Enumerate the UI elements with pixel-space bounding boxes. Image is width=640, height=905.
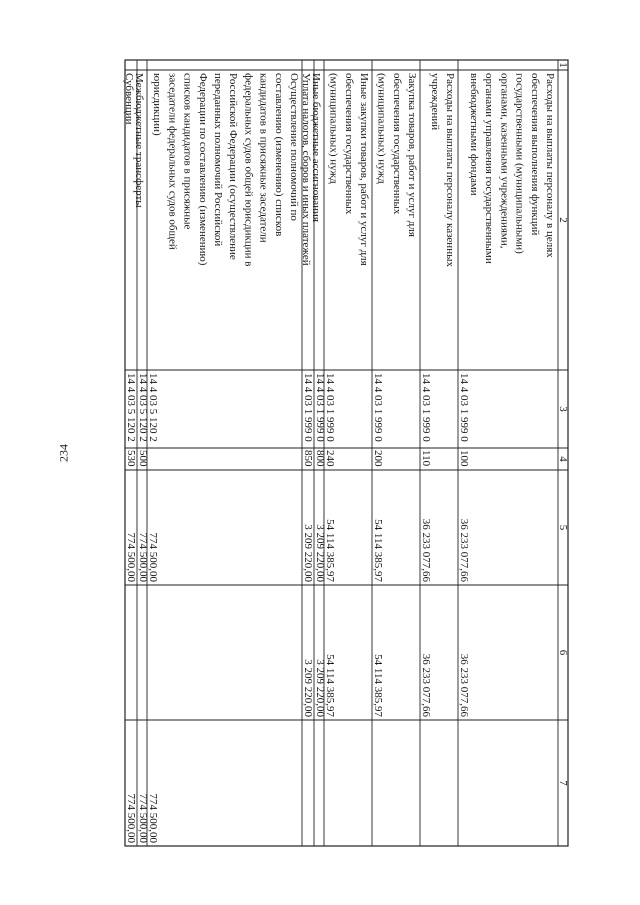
- row-name-line: Субвенции: [123, 73, 135, 125]
- row-name-line: Осуществление полномочий по: [288, 73, 300, 221]
- row-cell: 14 4 03 5 120 2: [147, 373, 159, 442]
- row-name-line: (муниципальных) нужд: [375, 73, 388, 184]
- row-cell: 54 114 385,97: [324, 654, 336, 717]
- row-cell: 110: [420, 450, 432, 467]
- row-name-line: (муниципальных) нужд: [327, 73, 340, 184]
- row-cell: 500: [137, 450, 149, 467]
- header-cell: 2: [557, 217, 569, 223]
- row-cell: 54 114 385,97: [324, 519, 336, 582]
- row-cell: 36 233 077,66: [458, 653, 470, 717]
- row-cell: 3 209 220,00: [314, 524, 326, 582]
- row-cell: 774 500,00: [137, 793, 149, 843]
- row-name-line: заседатели федеральных судов общей: [166, 73, 179, 250]
- header-cell: 6: [557, 649, 569, 656]
- row-name-line: переданных полномочий Российской: [212, 73, 224, 247]
- row-cell: 36 233 077,66: [420, 653, 432, 717]
- row-name-line: составлению (изменению) списков: [272, 73, 285, 237]
- page-number: 234: [56, 444, 71, 462]
- row-cell: 3 209 220,00: [302, 524, 314, 582]
- header-cell: 7: [557, 780, 569, 786]
- row-cell: 14 4 03 1 999 0: [420, 373, 432, 442]
- row-name-line: внебюджетными фондами: [468, 73, 480, 196]
- row-name-line: Российской Федерации (осуществление: [227, 73, 240, 260]
- row-cell: 774 500,00: [137, 532, 149, 582]
- header-cell: 4: [557, 456, 569, 462]
- row-cell: 14 4 03 1 999 0: [458, 373, 470, 442]
- row-cell: 3 209 220,00: [302, 659, 314, 717]
- row-cell: 14 4 03 5 120 2: [137, 373, 149, 442]
- row-cell: 54 114 385,97: [372, 519, 384, 582]
- row-cell: 3 209 220,00: [314, 659, 326, 717]
- row-name-line: Расходы на выплаты персоналу казенных: [444, 73, 456, 267]
- row-name-line: органами управления государственными: [483, 73, 496, 264]
- row-name-line: Расходы на выплаты персоналу в целях: [544, 73, 556, 258]
- row-cell: 850: [302, 450, 314, 467]
- row-cell: 54 114 385,97: [372, 654, 384, 717]
- row-name-line: федеральных судов общей юрисдикции в: [242, 73, 255, 267]
- row-name-line: Межбюджетные трансферты: [133, 73, 145, 208]
- row-name-line: обеспечения государственных: [390, 73, 403, 215]
- row-cell: 14 4 03 1 999 0: [302, 373, 314, 442]
- row-name-line: Иные закупки товаров, работ и услуг для: [358, 73, 370, 266]
- row-name-line: Закупка товаров, работ и услуг для: [406, 73, 418, 237]
- row-cell: 36 233 077,66: [458, 518, 470, 582]
- row-cell: 800: [314, 450, 326, 467]
- row-name-line: государственными (муниципальными): [513, 73, 526, 254]
- row-cell: 774 500,00: [147, 532, 159, 582]
- row-cell: 200: [372, 450, 384, 467]
- header-cell: 3: [557, 406, 569, 412]
- row-name-line: органами, казенными учреждениями,: [498, 73, 511, 249]
- row-name-line: юрисдикции): [151, 73, 164, 136]
- row-cell: 774 500,00: [125, 532, 137, 582]
- row-cell: 240: [324, 450, 336, 467]
- row-cell: 530: [125, 450, 137, 467]
- header-cell: 5: [557, 524, 569, 531]
- row-cell: 14 4 03 5 120 2: [125, 373, 137, 442]
- header-cell: 1: [557, 62, 569, 68]
- row-name-line: списков кандидатов в присяжные: [181, 73, 194, 230]
- row-name-line: учреждений: [428, 73, 441, 131]
- row-name-line: Уплата налогов, сборов и иных платежей: [300, 73, 312, 266]
- row-cell: 774 500,00: [125, 793, 137, 843]
- row-name-line: Иные бюджетные ассигнования: [310, 73, 322, 222]
- row-name-line: обеспечения государственных: [342, 73, 355, 215]
- row-cell: 36 233 077,66: [420, 518, 432, 582]
- row-cell: 14 4 03 1 999 0: [314, 373, 326, 442]
- row-cell: 774 500,00: [147, 793, 159, 843]
- row-name-line: Федерации по составлению (изменению): [196, 73, 209, 266]
- row-cell: 14 4 03 1 999 0: [372, 373, 384, 442]
- row-name-line: обеспечения выполнения функций: [528, 73, 541, 236]
- row-cell: 14 4 03 1 999 0: [324, 373, 336, 442]
- row-cell: 100: [458, 450, 470, 467]
- row-name-line: кандидатов в присяжные заседатели: [257, 73, 270, 243]
